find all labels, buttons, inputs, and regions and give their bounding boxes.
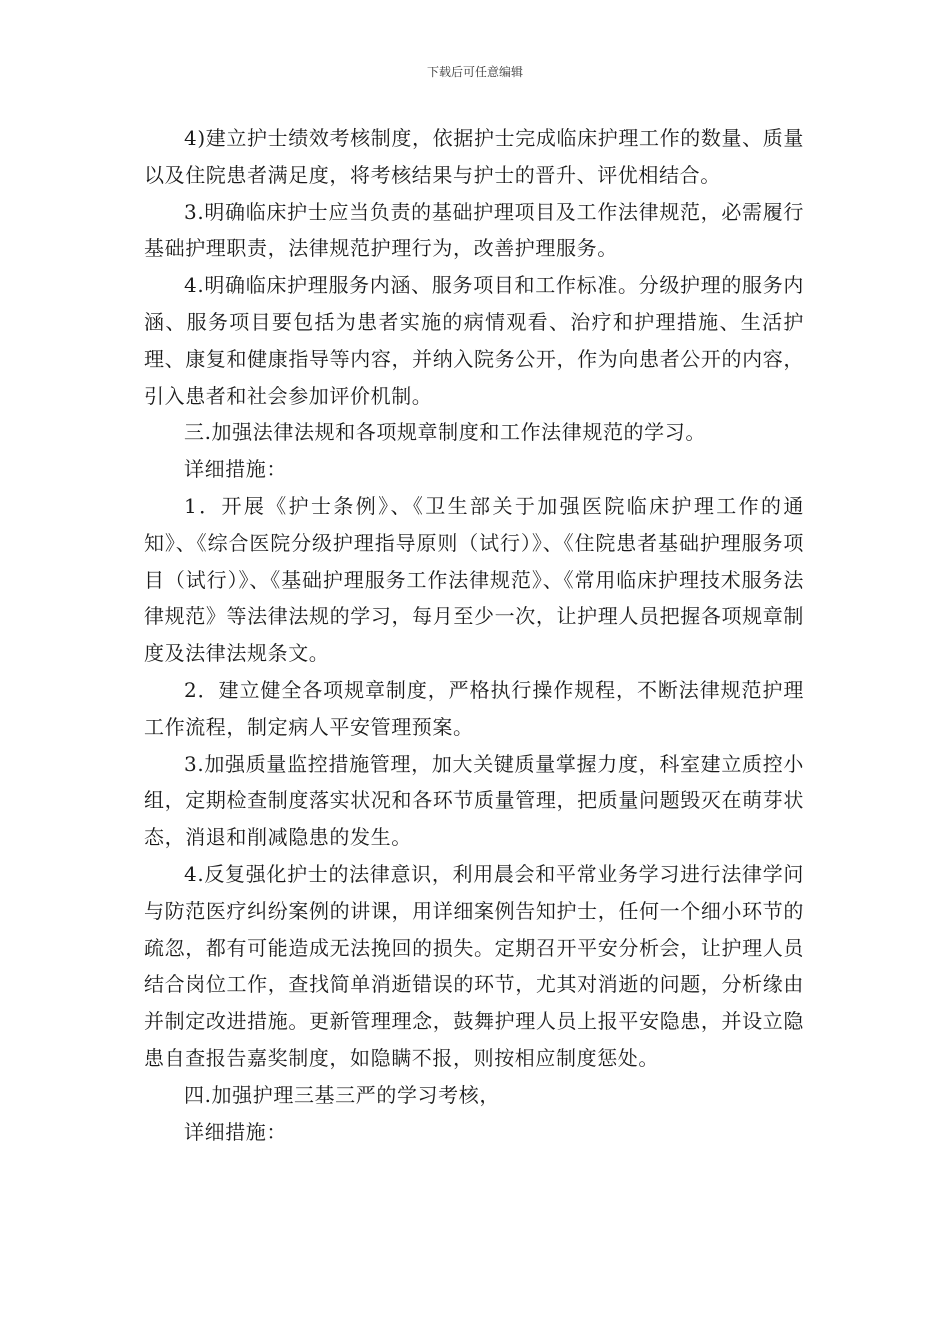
- page-header: 下载后可任意编辑: [426, 65, 523, 79]
- paragraph-quality-control: 3.加强质量监控措施管理，加大关键质量掌握力度，科室建立质控小组，定期检查制度落实状况和各环节质量管理，把质量问题毁灭在萌芽状态，消退和削减隐患的发生。: [144, 751, 804, 850]
- paragraph-performance-assessment: 4)建立护士绩效考核制度，依据护士完成临床护理工作的数量、质量以及住院患者满足度，将考核结果与护士的晋升、评优相结合。: [144, 126, 804, 187]
- paragraph-law-study: 1．开展《护士条例》、《卫生部关于加强医院临床护理工作的通知》、《综合医院分级护理指导原则（试行）》、《住院患者基础护理服务项目（试行）》、《基础护理服务工作法律规范》、《常用临床护理技术服务法律规范》等法律法规的学习，每月至少一次，让护理人员把握各项规章制度及法律法规条文。: [144, 493, 804, 666]
- document-body: [144, 120, 804, 1150]
- measures-label: 详细措施：: [184, 457, 287, 482]
- paragraph-basic-nursing-items: 3.明确临床护士应当负责的基础护理项目及工作法律规范，必需履行基础护理职责，法律规范护理行为，改善护理服务。: [144, 199, 804, 261]
- paragraph-rules-system: 2．建立健全各项规章制度，严格执行操作规程，不断法律规范护理工作流程，制定病人平安管理预案。: [144, 677, 804, 739]
- section-heading-three: 三.加强法律法规和各项规章制度和工作法律规范的学习。: [184, 420, 706, 445]
- paragraph-legal-awareness: 4.反复强化护士的法律意识，利用晨会和平常业务学习进行法律学问与防范医疗纠纷案例的讲课，用详细案例告知护士，任何一个细小环节的疏忽，都有可能造成无法挽回的损失。定期召开平安分析会，让护理人员结合岗位工作，查找简单消逝错误的环节，尤其对消逝的问题，分析缘由并制定改进措施。更新管理理念，鼓舞护理人员上报平安隐患，并设立隐患自查报告嘉奖制度，如隐瞒不报，则按相应制度惩处。: [144, 861, 804, 1070]
- measures-label-second: 详细措施：: [184, 1119, 287, 1144]
- section-heading-four: 四.加强护理三基三严的学习考核，: [184, 1082, 500, 1107]
- paragraph-service-standards: 4.明确临床护理服务内涵、服务项目和工作标准。分级护理的服务内涵、服务项目要包括为患者实施的病情观看、治疗和护理措施、生活护理、康复和健康指导等内容，并纳入院务公开，作为向患者公开的内容，引入患者和社会参加评价机制。: [144, 273, 804, 408]
